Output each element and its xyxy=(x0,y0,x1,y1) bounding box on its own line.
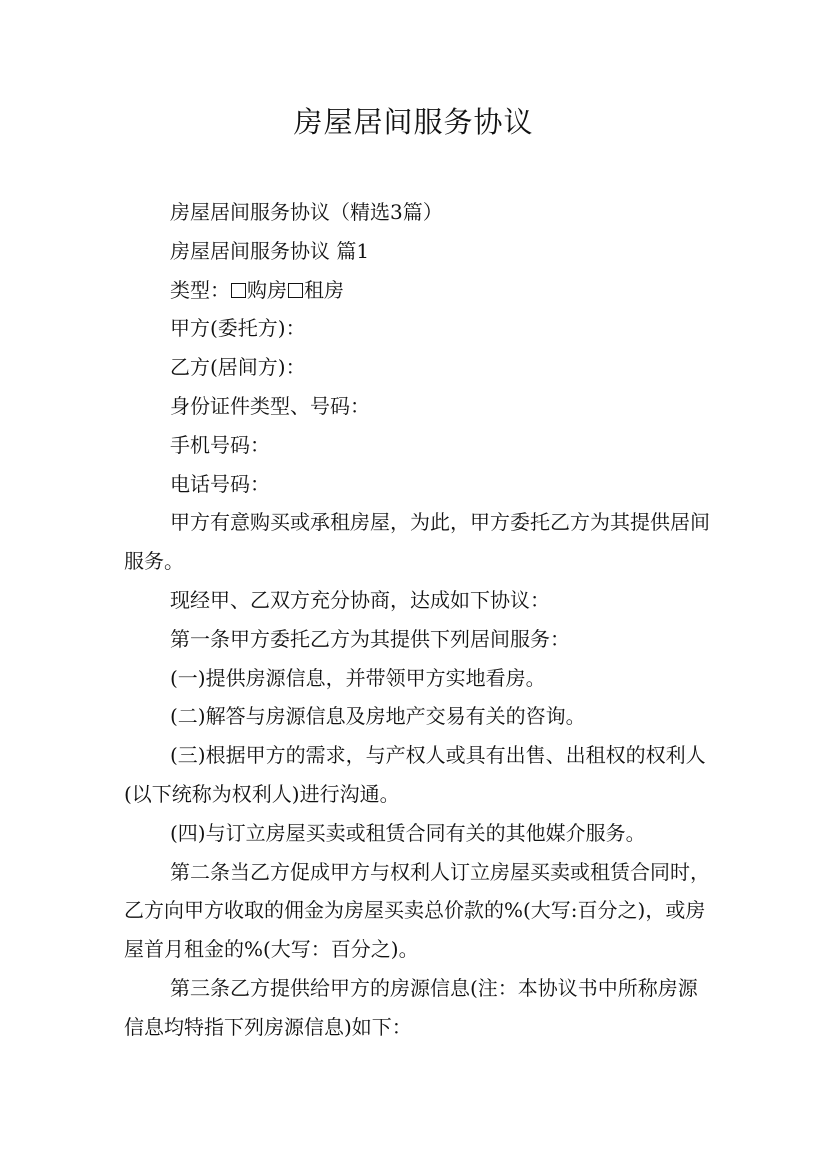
type-label: 类型： xyxy=(170,277,230,302)
type-line xyxy=(124,271,714,310)
checkbox-buy[interactable] xyxy=(231,283,246,298)
document-title: 房屋居间服务协议 xyxy=(293,105,534,139)
intro-line: 房屋居间服务协议（精选3篇） xyxy=(170,200,443,224)
section-heading: 房屋居间服务协议 篇1 xyxy=(170,238,370,263)
clause-paragraph: 甲方有意购买或承租房屋，为此，甲方委托乙方为其提供居间服务。 xyxy=(124,510,710,574)
clause-paragraph: 第一条甲方委托乙方为其提供下列居间服务： xyxy=(170,626,570,651)
clause-item: (四)与订立房屋买卖或租赁合同有关的其他媒介服务。 xyxy=(170,820,646,845)
clause-paragraph: 第三条乙方提供给甲方的房源信息(注：本协议书中所称房源信息均特指下列房源信息)如下： xyxy=(124,975,698,1039)
clause-item: (二)解答与房源信息及房地产交易有关的咨询。 xyxy=(170,704,586,729)
clause-item: (一)提供房源信息，并带领甲方实地看房。 xyxy=(170,665,546,690)
document-body xyxy=(124,193,714,1047)
option-buy-label: 购房 xyxy=(247,277,287,302)
option-rent-label: 租房 xyxy=(304,277,344,302)
clause-item: (三)根据甲方的需求，与产权人或具有出售、出租权的权利人(以下统称为权利人)进行沟通。 xyxy=(124,743,706,806)
clause-paragraph: 第二条当乙方促成甲方与权利人订立房屋买卖或租赁合同时，乙方向甲方收取的佣金为房屋买卖总价款的%(大写:百分之)，或房屋首月租金的%(大写：百分之)。 xyxy=(124,859,710,962)
checkbox-rent[interactable] xyxy=(288,283,303,298)
field-id-number: 身份证件类型、号码： xyxy=(170,393,370,418)
field-party-a: 甲方(委托方)： xyxy=(170,316,306,341)
field-phone: 电话号码： xyxy=(170,471,270,496)
field-party-b: 乙方(居间方)： xyxy=(170,355,306,380)
field-mobile: 手机号码： xyxy=(170,432,270,457)
clause-paragraph: 现经甲、乙双方充分协商，达成如下协议： xyxy=(170,587,550,612)
